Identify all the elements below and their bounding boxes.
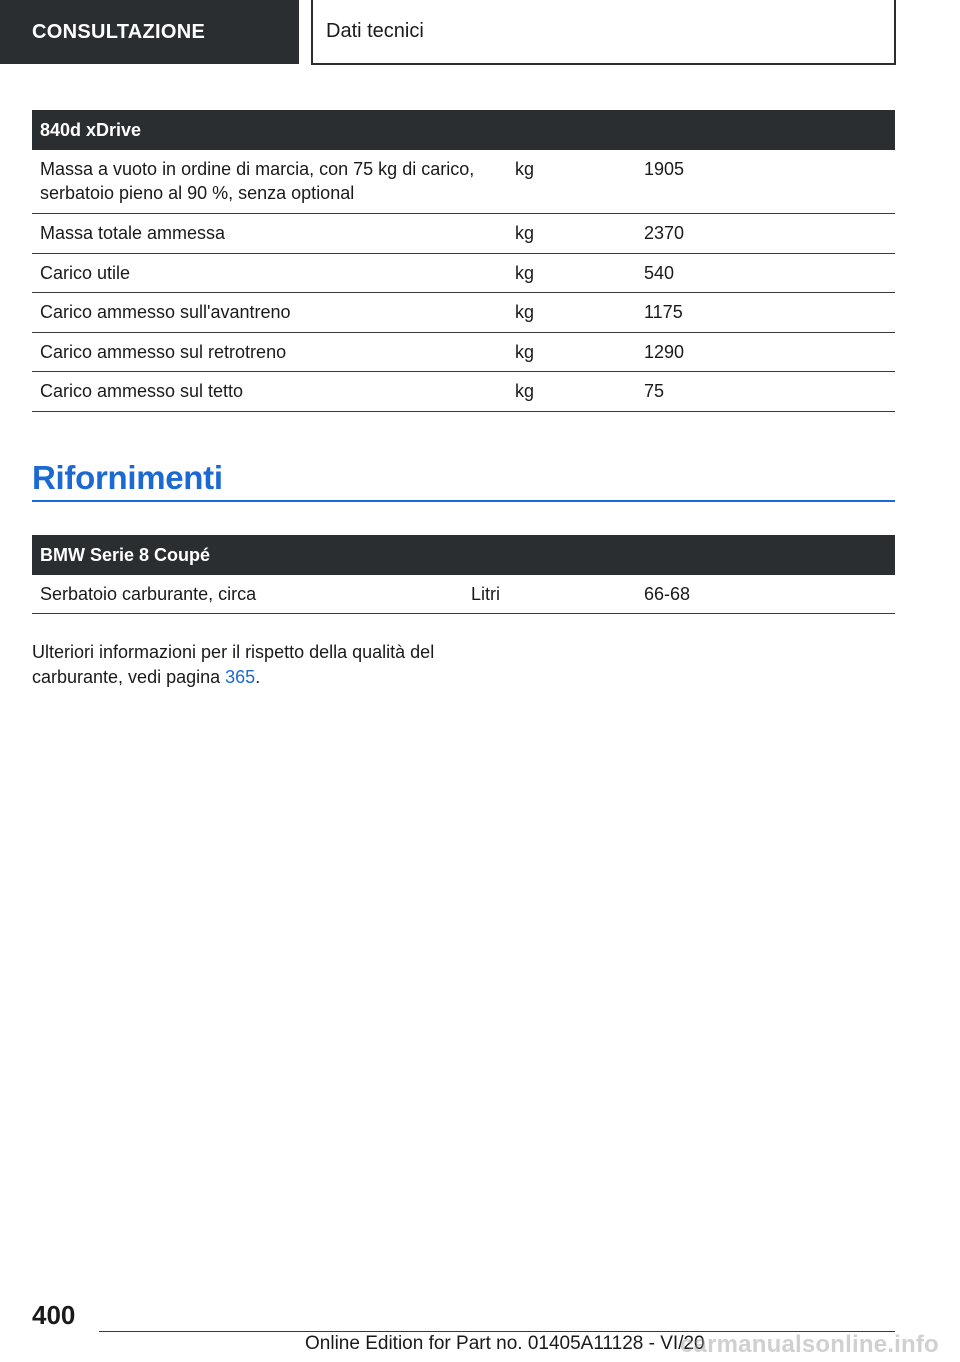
row-value: 2370 <box>644 223 685 244</box>
watermark: carmanualsonline.info <box>680 1331 939 1358</box>
table-header: BMW Serie 8 Coupé <box>32 535 895 575</box>
edition-text: Online Edition for Part no. 01405A11128 - VI/20 <box>305 1333 705 1354</box>
row-unit: kg <box>515 381 535 402</box>
row-unit: Litri <box>471 584 501 604</box>
row-unit: kg <box>515 262 535 283</box>
row-label: Massa a vuoto in ordine di marcia, con 75 kg di carico, serbatoio pieno al 90 %, senza optional <box>40 159 475 203</box>
table-header: 840d xDrive <box>32 110 895 150</box>
row-label: Carico utile <box>40 262 131 283</box>
section-heading: Rifornimenti <box>32 457 895 502</box>
row-value: 75 <box>644 381 665 402</box>
weights-table <box>32 110 895 412</box>
row-unit: kg <box>515 223 535 244</box>
page-number: 400 <box>32 1300 76 1330</box>
row-unit: kg <box>515 159 535 179</box>
note-text: Ulteriori informazioni per il rispetto della qualità del carburante, vedi pagina <box>32 642 435 687</box>
note-end: . <box>255 667 261 687</box>
row-label: Carico ammesso sul retrotreno <box>40 341 287 362</box>
table-row <box>32 372 895 412</box>
table-row <box>32 293 895 333</box>
row-value: 540 <box>644 262 675 283</box>
section-tab: CONSULTAZIONE <box>0 0 299 64</box>
table-row <box>32 575 895 614</box>
fuel-quality-note <box>32 640 452 690</box>
table-row <box>32 214 895 254</box>
table-row <box>32 150 895 214</box>
page-link[interactable]: 365 <box>225 667 256 687</box>
row-unit: kg <box>515 302 535 323</box>
row-value: 66-68 <box>644 584 691 604</box>
table-row <box>32 254 895 294</box>
table-row <box>32 333 895 373</box>
row-unit: kg <box>515 341 535 362</box>
row-label: Serbatoio carburante, circa <box>40 584 257 604</box>
chapter-title: Dati tecnici <box>311 0 896 65</box>
row-value: 1290 <box>644 341 685 362</box>
row-label: Massa totale ammessa <box>40 223 226 244</box>
fuel-table <box>32 535 895 614</box>
row-label: Carico ammesso sul tetto <box>40 381 244 402</box>
row-value: 1905 <box>644 159 685 179</box>
row-value: 1175 <box>644 302 683 323</box>
row-label: Carico ammesso sull'avantreno <box>40 302 291 323</box>
